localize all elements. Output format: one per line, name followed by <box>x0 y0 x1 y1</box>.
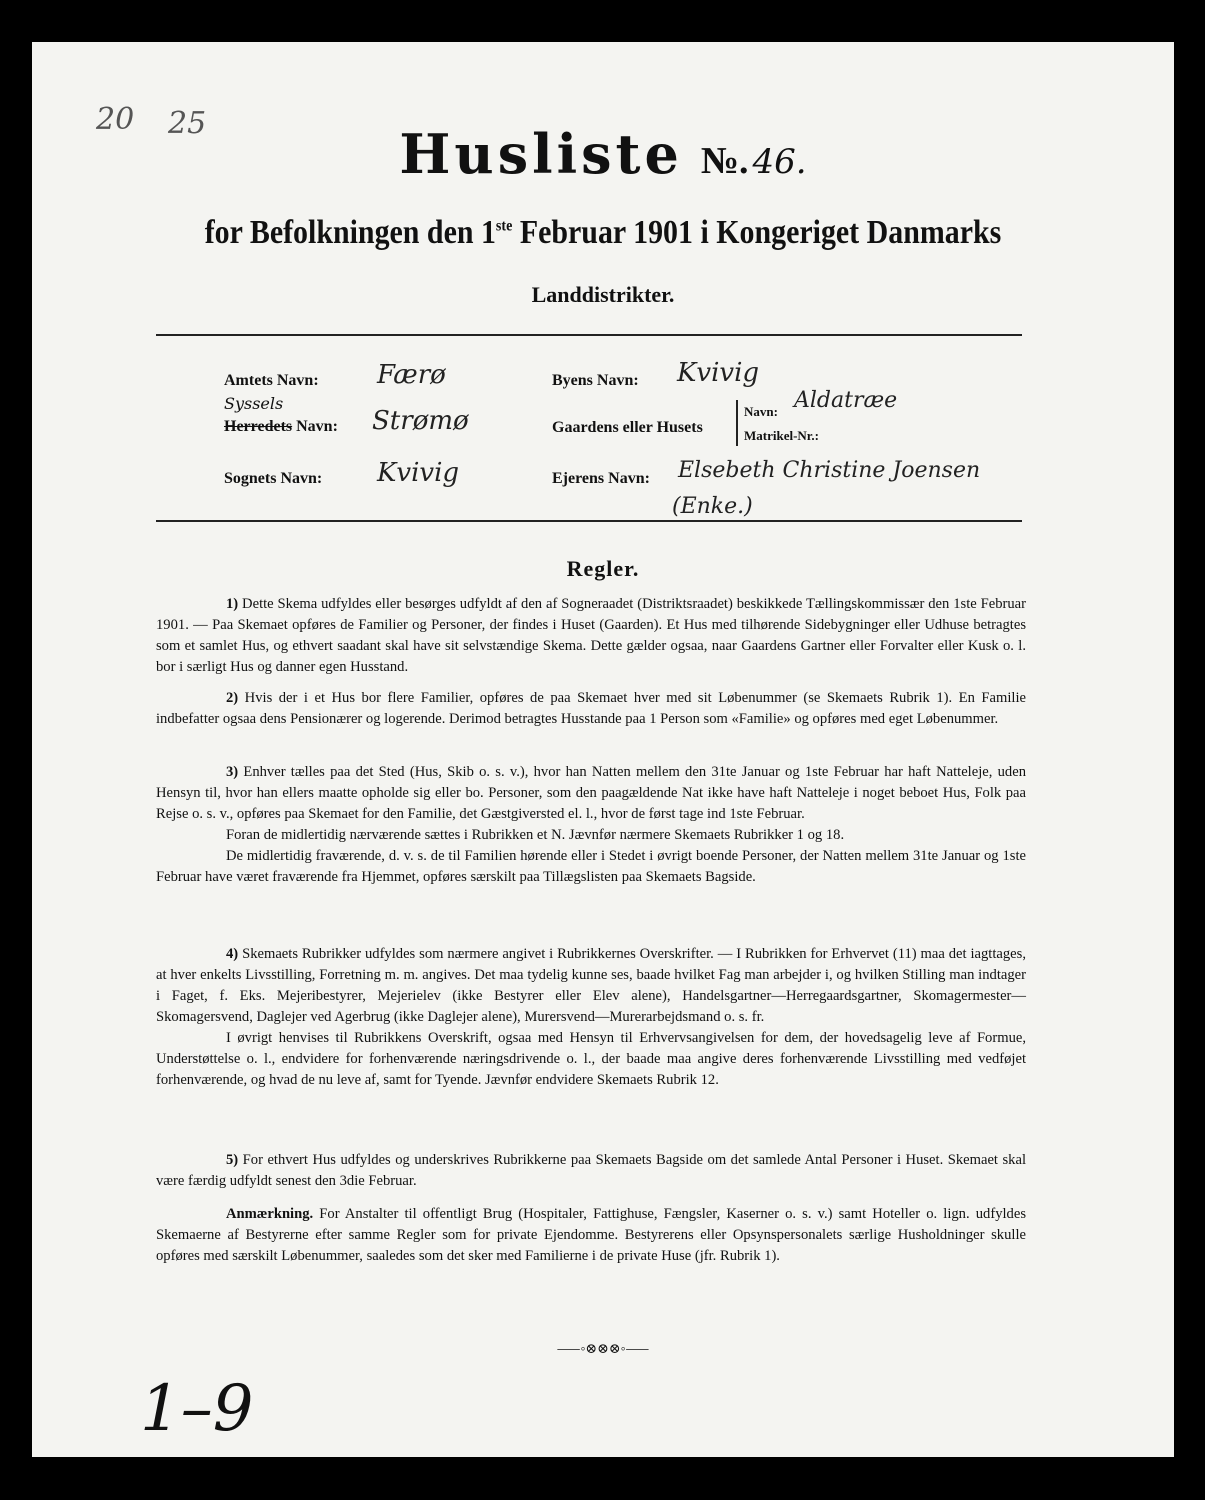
amt-value: Færø <box>377 360 446 390</box>
rule-2 <box>156 688 1026 730</box>
gaard-label: Gaardens eller Husets <box>552 419 703 436</box>
rule-4-text: Skemaets Rubrikker udfyldes som nærmere angivet i Rubrikkernes Overskrifter. — I Rubrikken for Erhvervet (11) maa det iagttages, at hver enkelts Livsstilling, Forretning m. m. angives. Det maa tydelig kunne ses, baade hvilket Fag man arbejder i, og hvilken Stilling man indtager i Faget, f. Eks. Mejeribestyrer, Mejerielev (ikke Bestyrer eller Elev alene), Handelsgartner—Herregaardsgartner, Skomagermester—Skomagersvend, Daglejer ved Agerbrug (ikke Daglejer alene), Murersvend—Murerarbejdsmand o. s. fr. <box>156 946 1026 1025</box>
rule-4b-text: I øvrigt henvises til Rubrikkens Overskrift, ogsaa med Hensyn til Erhvervsangivelsen for dem, der hovedsagelig leve af Formue, Understøttelse o. l., endvidere for forhenværende næringsdrivende o. l., der baade maa angive deres forhenværende Livsstilling med vedføjet forhenværende, og hvad de nu leve af, samt for Tyende. Jævnfør endvidere Skemaets Rubrik 12. <box>156 1030 1026 1088</box>
ornament-divider: ⸺◦⊗⊗⊗◦⸺ <box>556 1342 650 1357</box>
subtitle-superscript: ste <box>495 217 513 235</box>
corner-number-left: 20 <box>96 102 135 137</box>
herred-note: Syssels <box>224 394 284 413</box>
sogn-label: Sognets Navn: <box>224 470 323 487</box>
rule-5-number: 5) <box>226 1152 239 1168</box>
ejer-value-2: (Enke.) <box>672 494 753 519</box>
title-word: Husliste <box>399 122 683 186</box>
rule-3c-text: De midlertidig fraværende, d. v. s. de til Familien hørende eller i Stedet i øvrigt boende Personer, der Natten mellem 31te Januar og 1ste Februar have været fraværende fra Hjemmet, opføres særskilt paa Tillægslisten paa Skemaets Bagside. <box>156 848 1026 885</box>
ejer-value: Elsebeth Christine Joensen <box>678 458 981 483</box>
rule-4 <box>156 944 1026 1091</box>
navn-value: Aldatræe <box>794 388 898 413</box>
rule-3-number: 3) <box>226 764 239 780</box>
rule-3 <box>156 762 1026 888</box>
note-label: Anmærkning. <box>226 1206 314 1222</box>
by-label: Byens Navn: <box>552 372 639 389</box>
rule-5-text: For ethvert Hus udfyldes og underskrives Rubrikkerne paa Skemaets Bagside om det samlede Antal Personer i Huset. Skemaet skal være færdig udfyldt senest den 3die Februar. <box>156 1152 1026 1189</box>
note-text: For Anstalter til offentligt Brug (Hospitaler, Fattighuse, Fængsler, Kaserner o. s. v.) samt Hoteller o. lign. udfyldes Skemaerne af Bestyrerne efter samme Regler som for private Ejendomme. Bestyrerens eller Opsynspersonalets særlige Husholdninger skulle opføres med særskilt Løbenummer, saaledes som det sker med Familierne i de private Huse (jfr. Rubrik 1). <box>156 1206 1026 1264</box>
subtitle <box>101 214 1106 252</box>
bracket-line <box>736 400 738 446</box>
herred-label <box>224 418 338 436</box>
herred-label-struck: Herredets <box>224 418 293 435</box>
rule-2-number: 2) <box>226 690 239 706</box>
rule-5 <box>156 1150 1026 1192</box>
herred-label-rest: Navn: <box>292 418 338 435</box>
rule-1 <box>156 594 1026 678</box>
by-value: Kvivig <box>677 358 760 388</box>
rule-2-text: Hvis der i et Hus bor flere Familier, opføres de paa Skemaet hver med sit Løbenummer (se Skemaets Rubrik 1). En Familie indbefatter ogsaa dens Pensionærer og logerende. Derimod betragtes Husstande paa 1 Person som «Familie» og opføres med eget Løbenummer. <box>156 690 1026 727</box>
note-paragraph <box>156 1204 1026 1267</box>
rule-1-text: Dette Skema udfyldes eller besørges udfyldt af den af Sogneraadet (Distriktsraadet) beskikkede Tællingskommissær den 1ste Februar 1901. — Paa Skemaet opføres de Familier og Personer, der findes i Huset (Gaarden). Et Hus med tilhørende Sidebygninger eller Udhuse betragtes som et samlet Hus, og ethvert saadant skal have sit selvstændige Skema. Dette gælder ogsaa, naar Gaardens Gartner eller Forvalter eller Kusk o. l. bor i særligt Hus og danner egen Husstand. <box>156 596 1026 675</box>
amt-label: Amtets Navn: <box>224 372 319 389</box>
handwritten-range-note: 1–9 <box>140 1372 254 1446</box>
top-rule <box>156 334 1022 336</box>
rule-4-number: 4) <box>226 946 239 962</box>
number-value: 46. <box>752 142 807 182</box>
sogn-value: Kvivig <box>377 458 460 488</box>
corner-number-right: 25 <box>168 106 207 141</box>
bottom-rule <box>156 520 1022 522</box>
page-title <box>32 122 1174 186</box>
ejer-label: Ejerens Navn: <box>552 470 650 487</box>
number-label: №. <box>700 140 749 182</box>
rule-1-number: 1) <box>226 596 239 612</box>
rules-heading: Regler. <box>566 556 640 581</box>
subtitle-part-2: Februar 1901 i Kongeriget Danmarks <box>512 214 1002 251</box>
rule-3-text: Enhver tælles paa det Sted (Hus, Skib o. s. v.), hvor han Natten mellem den 31te Januar og 1ste Februar har haft Natteleje, uden Hensyn til, hvor han ellers maatte opholde sig eller bo. Personer, som den paagældende Nat ikke have haft Natteleje i noget beboet Hus, Folk paa Rejse o. s. v., opføres paa Skemaet for den Familie, det Gæstgiversted el. l., hvor de først tage ind 1ste Februar. <box>156 764 1026 822</box>
navn-label: Navn: <box>744 404 778 419</box>
matrikel-label: Matrikel-Nr.: <box>744 428 819 443</box>
district-heading: Landdistrikter. <box>531 282 675 307</box>
herred-value: Strømø <box>372 406 469 436</box>
rule-3b-text: Foran de midlertidig nærværende sættes i Rubrikken et N. Jævnfør nærmere Skemaets Rubrikker 1 og 18. <box>226 827 845 843</box>
census-form-page <box>32 42 1174 1457</box>
subtitle-part-1: for Befolkningen den 1 <box>204 214 496 251</box>
